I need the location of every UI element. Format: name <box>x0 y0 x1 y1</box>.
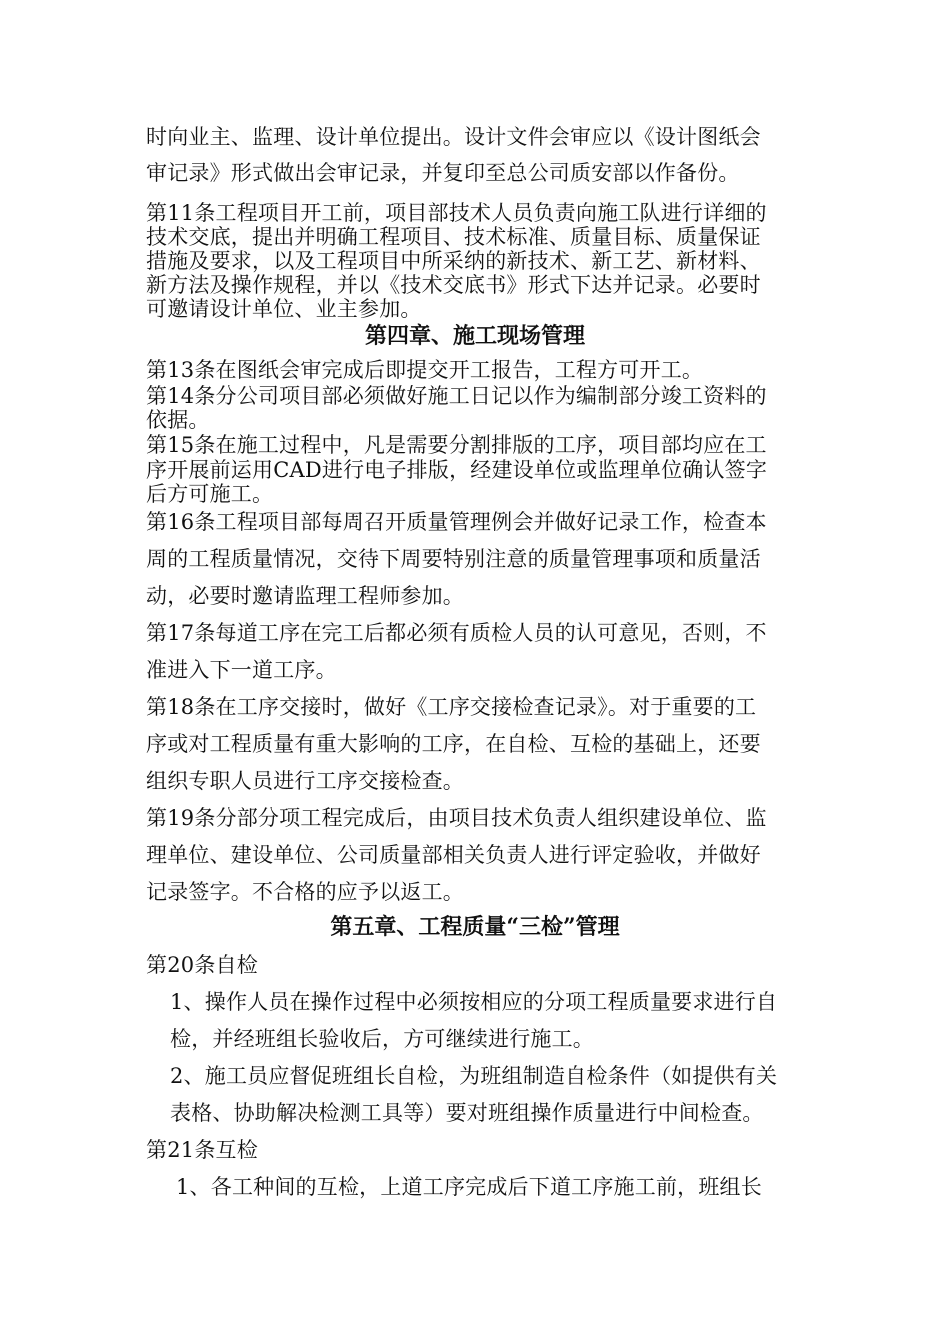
text-line: 审记录》形式做出会审记录，并复印至总公司质安部以作备份。 <box>146 161 740 185</box>
text-line: 依据。 <box>146 408 210 432</box>
text-line: 技术交底，提出并明确工程项目、技术标准、质量目标、质量保证 <box>146 225 761 249</box>
text-line: 时向业主、监理、设计单位提出。设计文件会审应以《设计图纸会 <box>146 125 761 149</box>
text-line: 检，并经班组长验收后，方可继续进行施工。 <box>170 1027 594 1051</box>
text-line: 2、施工员应督促班组长自检，为班组制造自检条件（如提供有关 <box>170 1064 778 1088</box>
text-line: 周的工程质量情况，交待下周要特别注意的质量管理事项和质量活 <box>146 547 761 571</box>
text-line: 措施及要求，以及工程项目中所采纳的新技术、新工艺、新材料、 <box>146 249 761 273</box>
text-line: 序或对工程质量有重大影响的工序，在自检、互检的基础上，还要 <box>146 732 761 756</box>
text-line: 动，必要时邀请监理工程师参加。 <box>146 584 464 608</box>
text-line: 准进入下一道工序。 <box>146 658 337 682</box>
text-line: 表格、协助解决检测工具等）要对班组操作质量进行中间检查。 <box>170 1101 764 1125</box>
text-line: 序开展前运用CAD进行电子排版，经建设单位或监理单位确认签字 <box>146 458 768 482</box>
text-line: 第15条在施工过程中，凡是需要分割排版的工序，项目部均应在工 <box>146 433 767 457</box>
text-line: 第18条在工序交接时，做好《工序交接检查记录》。对于重要的工 <box>146 695 757 719</box>
chapter-5-heading: 第五章、工程质量“三检”管理 <box>330 914 620 940</box>
text-line: 1、操作人员在操作过程中必须按相应的分项工程质量要求进行自 <box>170 990 778 1014</box>
text-line: 新方法及操作规程，并以《技术交底书》形式下达并记录。必要时 <box>146 273 761 297</box>
text-line: 后方可施工。 <box>146 482 274 506</box>
text-line: 第17条每道工序在完工后都必须有质检人员的认可意见，否则，不 <box>146 621 767 645</box>
article-title: 第20条自检 <box>146 953 258 977</box>
text-line: 1、各工种间的互检，上道工序完成后下道工序施工前，班组长 <box>176 1175 762 1199</box>
chapter-4-heading: 第四章、施工现场管理 <box>364 323 585 349</box>
text-line: 组织专职人员进行工序交接检查。 <box>146 769 464 793</box>
text-line: 理单位、建设单位、公司质量部相关负责人进行评定验收，并做好 <box>146 843 761 867</box>
text-line: 第11条工程项目开工前，项目部技术人员负责向施工队进行详细的 <box>146 201 767 225</box>
text-line: 第19条分部分项工程完成后，由项目技术负责人组织建设单位、监 <box>146 806 767 830</box>
text-line: 可邀请设计单位、业主参加。 <box>146 297 422 321</box>
text-line: 第16条工程项目部每周召开质量管理例会并做好记录工作，检查本 <box>146 510 767 534</box>
text-line: 第13条在图纸会审完成后即提交开工报告，工程方可开工。 <box>146 358 704 382</box>
text-line: 第14条分公司项目部必须做好施工日记以作为编制部分竣工资料的 <box>146 384 767 408</box>
text-line: 记录签字。不合格的应予以返工。 <box>146 880 464 904</box>
article-title: 第21条互检 <box>146 1138 258 1162</box>
